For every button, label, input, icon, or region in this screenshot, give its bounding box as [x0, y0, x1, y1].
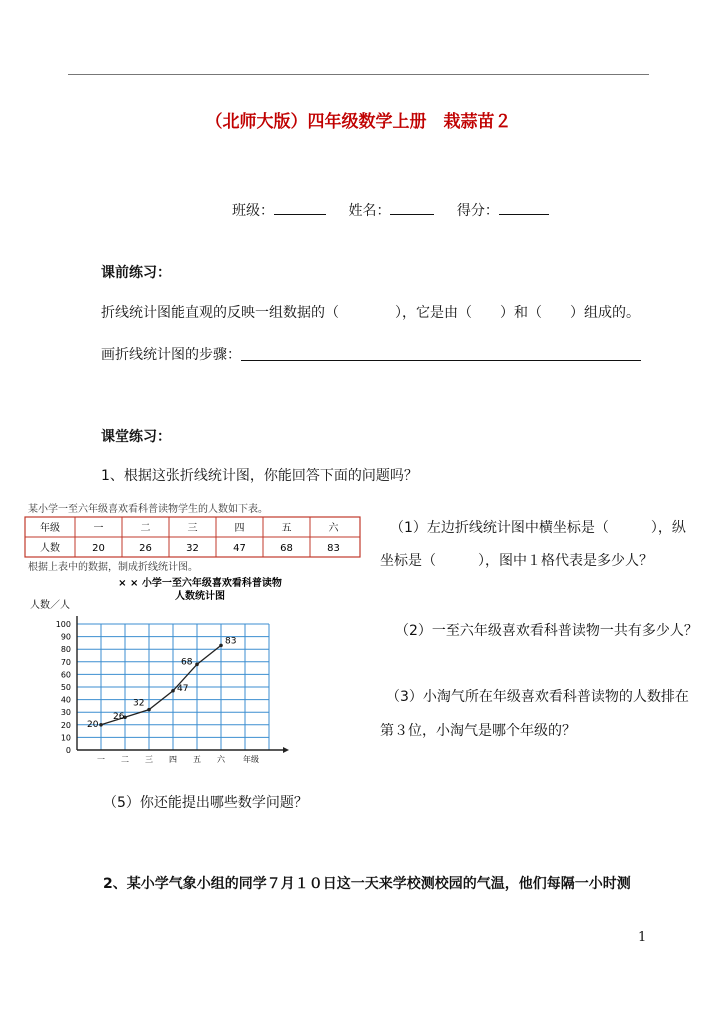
problem-1-text: 1、根据这张折线统计图，你能回答下面的问题吗？ [101, 468, 418, 484]
table-count-cell: 26 [139, 543, 152, 554]
subq-3-line1: （3）小淘气所在年级喜欢看科普读物的人数排在 [386, 689, 689, 705]
y-tick-label: 80 [60, 645, 71, 655]
x-tick-label: 二 [121, 755, 129, 764]
data-label: 26 [113, 712, 125, 723]
y-tick-label: 60 [60, 670, 71, 680]
y-tick-label: 30 [60, 708, 71, 718]
chart-title-line1: × × 小学一至六年级喜欢看科普读物 [118, 578, 282, 589]
class-blank[interactable] [274, 200, 326, 215]
student-info-row [232, 200, 549, 220]
table-grade-cell: 二 [140, 523, 151, 534]
table-note: 根据上表中的数据，制成折线统计图。 [28, 562, 198, 573]
x-tick-label: 一 [97, 755, 105, 764]
preview-heading: 课前练习： [101, 265, 171, 281]
table-count-cell: 32 [186, 543, 199, 554]
data-point [219, 644, 223, 648]
score-label: 得分： [456, 203, 499, 219]
preview-question-2 [101, 344, 641, 364]
table-row1-header: 年级 [40, 523, 60, 534]
table-grade-cell: 五 [281, 523, 292, 534]
table-grade-cell: 四 [234, 523, 245, 534]
subq-5: （5）你还能提出哪些数学问题？ [103, 795, 308, 811]
table-caption: 某小学一至六年级喜欢看科普读物学生的人数如下表。 [28, 504, 268, 515]
score-blank[interactable] [499, 200, 549, 215]
data-point [195, 663, 199, 667]
line-chart [56, 616, 289, 764]
classwork-heading: 课堂练习： [101, 429, 171, 445]
steps-answer-line[interactable] [241, 359, 641, 361]
x-tick-label: 五 [193, 755, 201, 764]
data-point [99, 723, 103, 727]
data-point [147, 708, 151, 712]
table-grade-cell: 六 [328, 523, 339, 534]
table-grade-cell: 一 [93, 523, 104, 534]
subq-2: （2）一至六年级喜欢看科普读物一共有多少人？ [395, 623, 698, 639]
table-row2-header: 人数 [40, 543, 60, 554]
x-tick-label: 三 [145, 755, 153, 764]
name-label: 姓名： [348, 203, 391, 219]
subq-1-line2: 坐标是（ ），图中１格代表是多少人？ [380, 553, 653, 569]
y-tick-label: 0 [65, 746, 71, 755]
data-label: 68 [181, 657, 193, 668]
class-label: 班级： [232, 203, 274, 219]
y-tick-label: 100 [55, 620, 71, 629]
data-label: 83 [225, 636, 237, 647]
y-tick-label: 40 [60, 695, 71, 705]
x-axis-label: 年级 [243, 755, 259, 764]
name-blank[interactable] [390, 200, 434, 215]
x-tick-label: 六 [217, 755, 225, 764]
chart-ylabel: 人数／人 [30, 600, 70, 611]
subq-3-line2: 第３位，小淘气是哪个年级的？ [380, 723, 576, 739]
stats-figure [20, 500, 365, 765]
table-count-cell: 68 [280, 543, 293, 554]
chart-title-line2: 人数统计图 [175, 591, 225, 602]
y-tick-label: 50 [60, 683, 71, 692]
data-label: 47 [177, 683, 189, 694]
problem-2-text: 2、某小学气象小组的同学７月１０日这一天来学校测校园的气温，他们每隔一小时测 [103, 876, 631, 892]
page-number: 1 [638, 930, 647, 945]
x-tick-label: 四 [169, 755, 177, 764]
table-count-cell: 47 [233, 543, 246, 554]
preview-question-2-text: 画折线统计图的步骤： [101, 347, 241, 363]
preview-question-1: 折线统计图能直观的反映一组数据的（ ），它是由（ ）和（ ）组成的。 [101, 305, 640, 321]
subq-1-line1: （1）左边折线统计图中横坐标是（ ），纵 [390, 520, 686, 536]
y-tick-label: 10 [60, 733, 71, 743]
table-count-cell: 83 [327, 543, 340, 554]
table-grade-cell: 三 [187, 523, 198, 534]
top-rule [68, 74, 649, 75]
y-tick-label: 20 [60, 720, 71, 730]
page-title: （北师大版）四年级数学上册 栽蒜苗２ [205, 112, 512, 132]
table-count-cell: 20 [92, 543, 105, 554]
stats-table [25, 517, 360, 557]
y-tick-label: 90 [60, 632, 71, 642]
data-label: 32 [133, 698, 145, 709]
y-tick-label: 70 [60, 657, 71, 667]
data-point [171, 689, 175, 693]
data-label: 20 [87, 719, 99, 730]
x-axis-arrow [283, 747, 289, 753]
